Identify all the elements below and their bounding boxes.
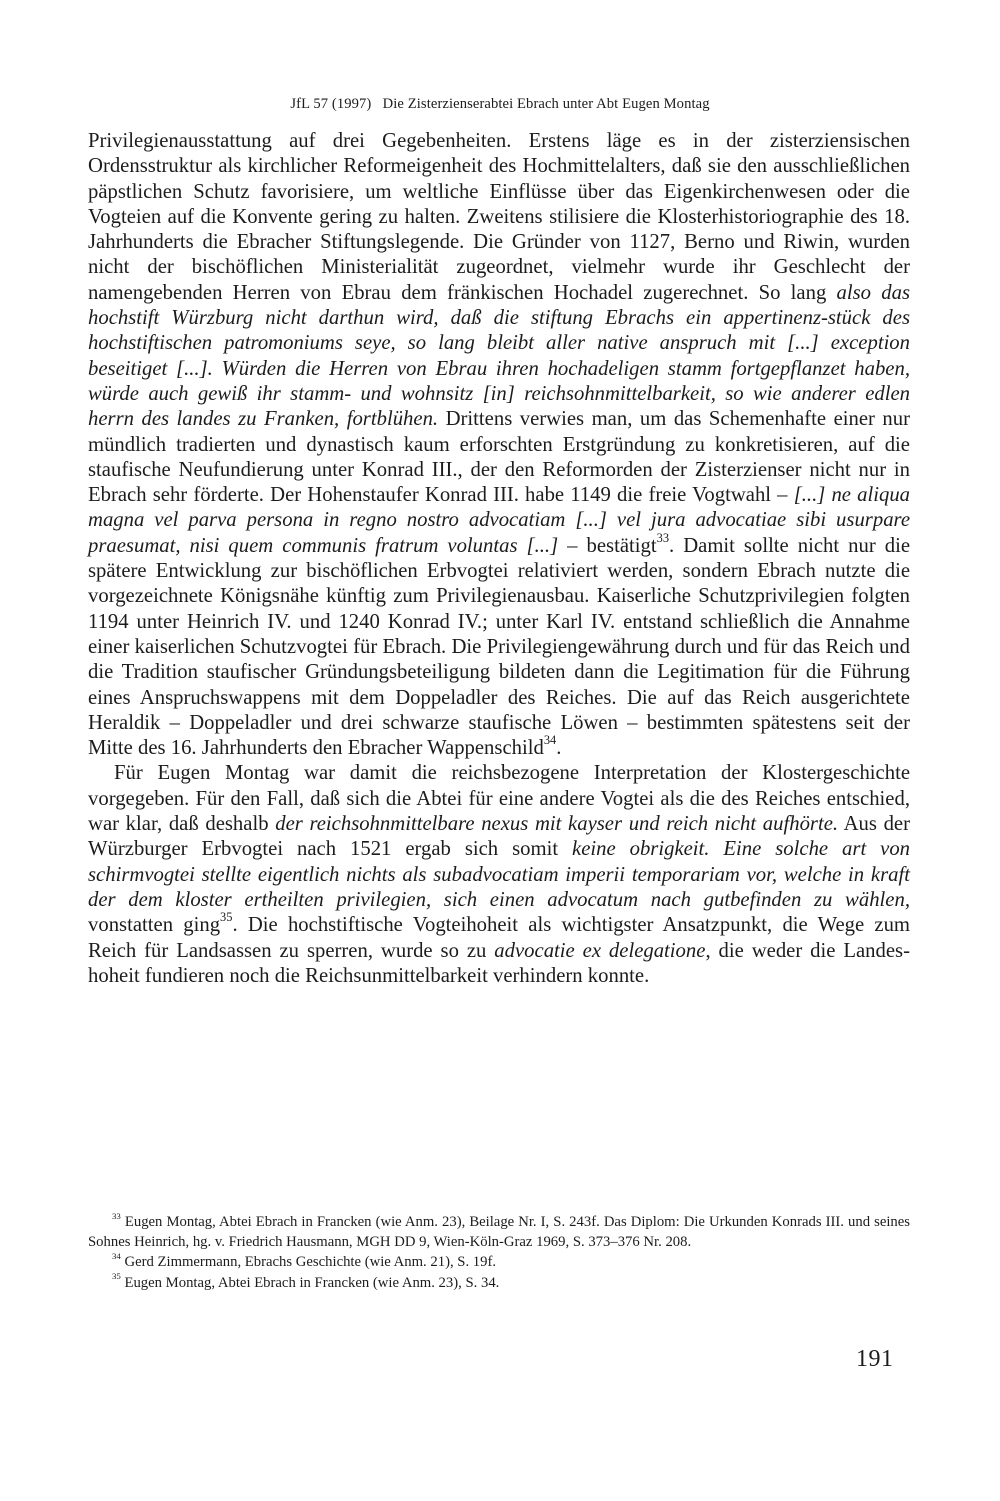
body-text	[88, 129, 910, 989]
quotation-italic: advocatie ex delegatione	[494, 939, 706, 962]
paragraph-1	[88, 129, 910, 761]
footnote-ref-33[interactable]: 33	[656, 531, 670, 545]
footnote-35	[88, 1273, 910, 1293]
text-run: Privilegienausstattung auf drei Gegebenheiten. Erstens läge es in der zisterziensischen Ordensstruktur als kirchlicher Reformeigenheit des Hochmittelalters, daß sie den ausschließlichen päpstlichen Schutz favorisiere, um weltliche Einflüsse über das Eigenkirchenwesen oder die Vogteien auf die Konvente gering zu halten. Zweitens stilisiere die Klosterhistoriographie des 18. Jahrhunderts die Ebracher Stiftungslegende. Die Gründer von 1127, Berno und Riwin, wurden nicht der bischöflichen Ministerialität zugeordnet, vielmehr wurde ihr Geschlecht der namengebenden Herren von Ebrau dem fränkischen Hochadel zugerechnet. So lang	[88, 130, 910, 304]
text-run: .	[556, 737, 562, 760]
quotation-italic: keine obrigkeit. Eine solche art von schirmvogtei stellte eigentlich nichts als subadvocatiam imperii temporariam vor, welche in kraft der dem kloster ertheilten privilegien, sich einen advocatum nach gutbefinden zu wählen,	[88, 838, 911, 911]
footnotes	[88, 1212, 910, 1293]
page-number: 191	[856, 1346, 894, 1372]
text-run: Für Eugen Montag war damit die reichsbezogene Interpretation der Klostergeschichte vorgegeben. Für den Fall, daß sich die Abtei für eine andere Vogtei als die des Reiches entschied, war klar, daß deshalb	[88, 762, 910, 836]
footnote-number: 35	[112, 1271, 121, 1282]
text-run: Aus der Würzburger Erbvogtei nach 1521 ergab sich somit	[88, 813, 910, 861]
text-run: – bestätigt	[558, 534, 657, 557]
quotation-italic: also das hochstift Würzburg nicht darthun wird, daß die stiftung Ebrachs ein appertinenz-stück des hochstiftischen patromoniums seye, so lang bleibt aller native anspruch mit [...] exception beseitiget [...]. Würden die Herren von Ebrau ihren hochadeligen stamm fortgepflanzet haben, würde auch gewiß ihr stamm- und wohnsitz [in] reichsohnmittelbarkeit, so wie anderer edlen herrn des landes zu Franken, fortblühen.	[88, 281, 910, 431]
footnote-text: Eugen Montag, Abtei Ebrach in Francken (wie Anm. 23), Beilage Nr. I, S. 243f. Das Diplom: Die Urkunden Konrads III. und seines Sohnes Heinrich, hg. v. Friedrich Hausmann, MGH DD 9, Wien-Köln-Graz 1969, S. 373–376 Nr. 208.	[88, 1214, 910, 1251]
text-run: . Die hochstiftische Vogteihoheit als wichtigster Ansatzpunkt, die Wege zum Reich für Landsassen zu sperren, wurde so zu	[88, 914, 911, 962]
footnote-number: 34	[112, 1251, 121, 1262]
running-header	[0, 96, 1000, 113]
footnote-ref-34[interactable]: 34	[543, 733, 557, 748]
footnote-ref-35[interactable]: 35	[220, 910, 233, 925]
quotation-italic: [...] ne aliqua magna vel parva persona in regno nostro advocatiam [...] vel jura advocatiae sibi usurpare praesumat, nisi quem communis fratrum voluntas [...]	[88, 484, 911, 557]
text-run: . Damit sollte nicht nur die spätere Entwicklung zur bischöflichen Erbvogtei relativiert werden, sondern Ebrach nutzte die vorgezeichnete Königsnähe künftig zum Privilegienausbau. Kaiserliche Schutzprivilegien folgten 1194 unter Heinrich IV. und 1240 Konrad IV.; unter Karl IV. entstand schließlich die Annahme einer kaiserlichen Schutzvogtei für Ebrach. Die Privilegiengewährung durch und für das Reich und die Tradition staufischer Gründungsbeteiligung bildeten dann die Legitimation für die Führung eines Anspruchswappens mit dem Doppeladler des Reiches. Die auf das Reich ausgerichtete Heraldik – Doppeladler und drei schwarze staufische Löwen – bestimmten spätestens seit der Mitte des 16. Jahrhunderts den Ebracher Wappenschild	[88, 534, 910, 760]
running-title: Die Zisterzienserabtei Ebrach unter Abt Eugen Montag	[382, 96, 710, 112]
footnote-text: Eugen Montag, Abtei Ebrach in Francken (wie Anm. 23), S. 34.	[124, 1274, 500, 1291]
footnote-text: Gerd Zimmermann, Ebrachs Geschichte (wie Anm. 21), S. 19f.	[124, 1254, 497, 1271]
footnote-34	[88, 1252, 910, 1272]
text-run: , die weder die Landeshoheit fundieren noch die Reichsunmittelbarkeit verhindern konnte.	[88, 939, 910, 987]
text-run: vonstatten ging	[88, 914, 221, 937]
journal-reference: JfL 57 (1997)	[290, 96, 372, 112]
text-run: Drittens verwies man, um das Schemenhafte einer nur mündlich tradierten und dynastisch kaum erforschten Erstgründung zu konkretisieren, auf die staufische Neufundierung unter Konrad III., der den Reformorden der Zisterzienser nicht nur in Ebrach sehr förderte. Der Hohenstaufer Konrad III. habe 1149 die freie Vogtwahl –	[88, 408, 910, 507]
footnote-number: 33	[112, 1210, 121, 1221]
quotation-italic: der reichsohnmittelbare nexus mit kayser und reich nicht aufhörte.	[275, 813, 839, 836]
paragraph-2	[88, 761, 910, 989]
footnote-33	[88, 1212, 910, 1252]
